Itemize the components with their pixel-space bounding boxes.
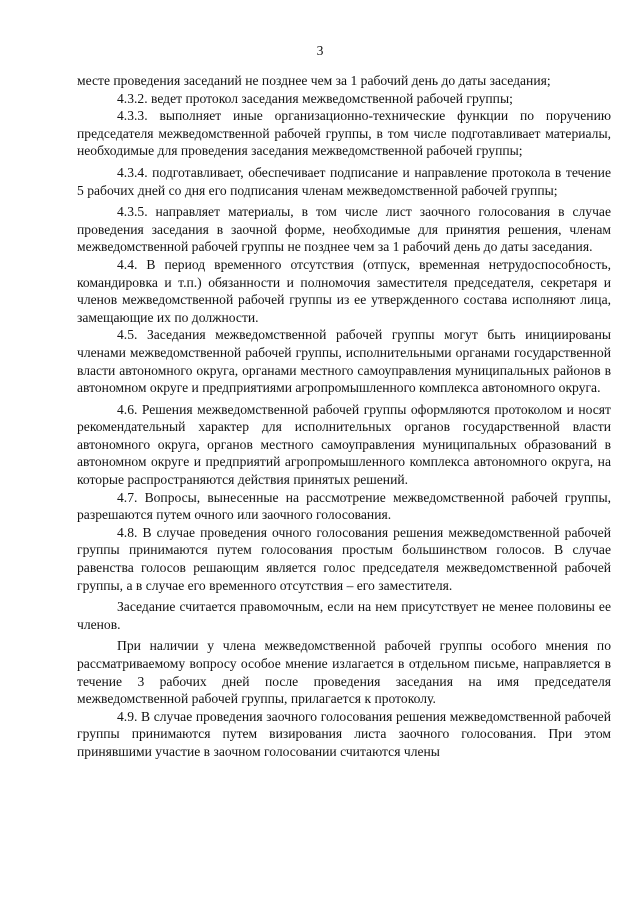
paragraph-4-6: 4.6. Решения межведомственной рабочей группы оформляются протоколом и носят рекомендательный характер для исполнительных органов государственной власти автономного округа, органов местного самоуправления муниципальных образований в автономном округе и предприятий агропромышленного комплекса автономного округа, на которые распространяются действия принятых решений. [77, 401, 611, 488]
paragraph-4-3-5: 4.3.5. направляет материалы, в том числе лист заочного голосования в случае проведения заседания в заочной форме, необходимые для принятия решения, членам межведомственной рабочей группы не позднее чем за 1 рабочий день до даты заседания. [77, 204, 611, 255]
page-number: 3 [316, 43, 324, 58]
paragraph-4-5: 4.5. Заседания межведомственной рабочей группы могут быть инициированы членами межведомственной рабочей группы, исполнительными органами государственной власти автономного округа, органами местного самоуправления муниципальных районов в автономном округе и предприятиями агропромышленного комплекса автономного округа. [77, 327, 611, 396]
document-body [77, 72, 611, 761]
paragraph-4-8: 4.8. В случае проведения очного голосования решения межведомственной рабочей группы принимаются путем голосования простым большинством голосов. В случае равенства голосов решающим является голос председателя межведомственной рабочей группы, а в случае его временного отсутствия – его заместителя. [77, 524, 611, 593]
paragraph-special-opinion: При наличии у члена межведомственной рабочей группы особого мнения по рассматриваемому вопросу особое мнение излагается в отдельном письме, направляется в течение 3 рабочих дней после проведения заседания на имя председателя межведомственной рабочей группы, прилагается к протоколу. [77, 638, 611, 707]
paragraph-4-9: 4.9. В случае проведения заочного голосования решения межведомственной рабочей группы принимаются путем визирования листа заочного голосования. При этом принявшими участие в заочном голосовании считаются члены [77, 708, 611, 759]
paragraph-quorum: Заседание считается правомочным, если на нем присутствует не менее половины ее членов. [77, 599, 611, 632]
paragraph-4-3-4: 4.3.4. подготавливает, обеспечивает подписание и направление протокола в течение 5 рабочих дней со дня его подписания членам межведомственной рабочей группы; [77, 164, 611, 198]
paragraph-4-7: 4.7. Вопросы, вынесенные на рассмотрение межведомственной рабочей группы, разрешаются путем очного или заочного голосования. [77, 489, 611, 523]
paragraph-4-3-2: 4.3.2. ведет протокол заседания межведомственной рабочей группы; [117, 90, 513, 106]
paragraph-continuation: месте проведения заседаний не позднее чем за 1 рабочий день до даты заседания; [77, 73, 551, 88]
paragraph-4-4: 4.4. В период временного отсутствия (отпуск, временная нетрудоспособность, командировка и т.п.) обязанности и полномочия заместителя председателя, секретаря и членов межведомственной рабочей группы из ее утвержденного состава исполняют лица, замещающие их по должности. [77, 256, 611, 325]
paragraph-4-3-3: 4.3.3. выполняет иные организационно-технические функции по поручению председателя межведомственной рабочей группы, в том числе подготавливает материалы, необходимые для проведения заседания межведомственной рабочей группы; [77, 108, 611, 159]
